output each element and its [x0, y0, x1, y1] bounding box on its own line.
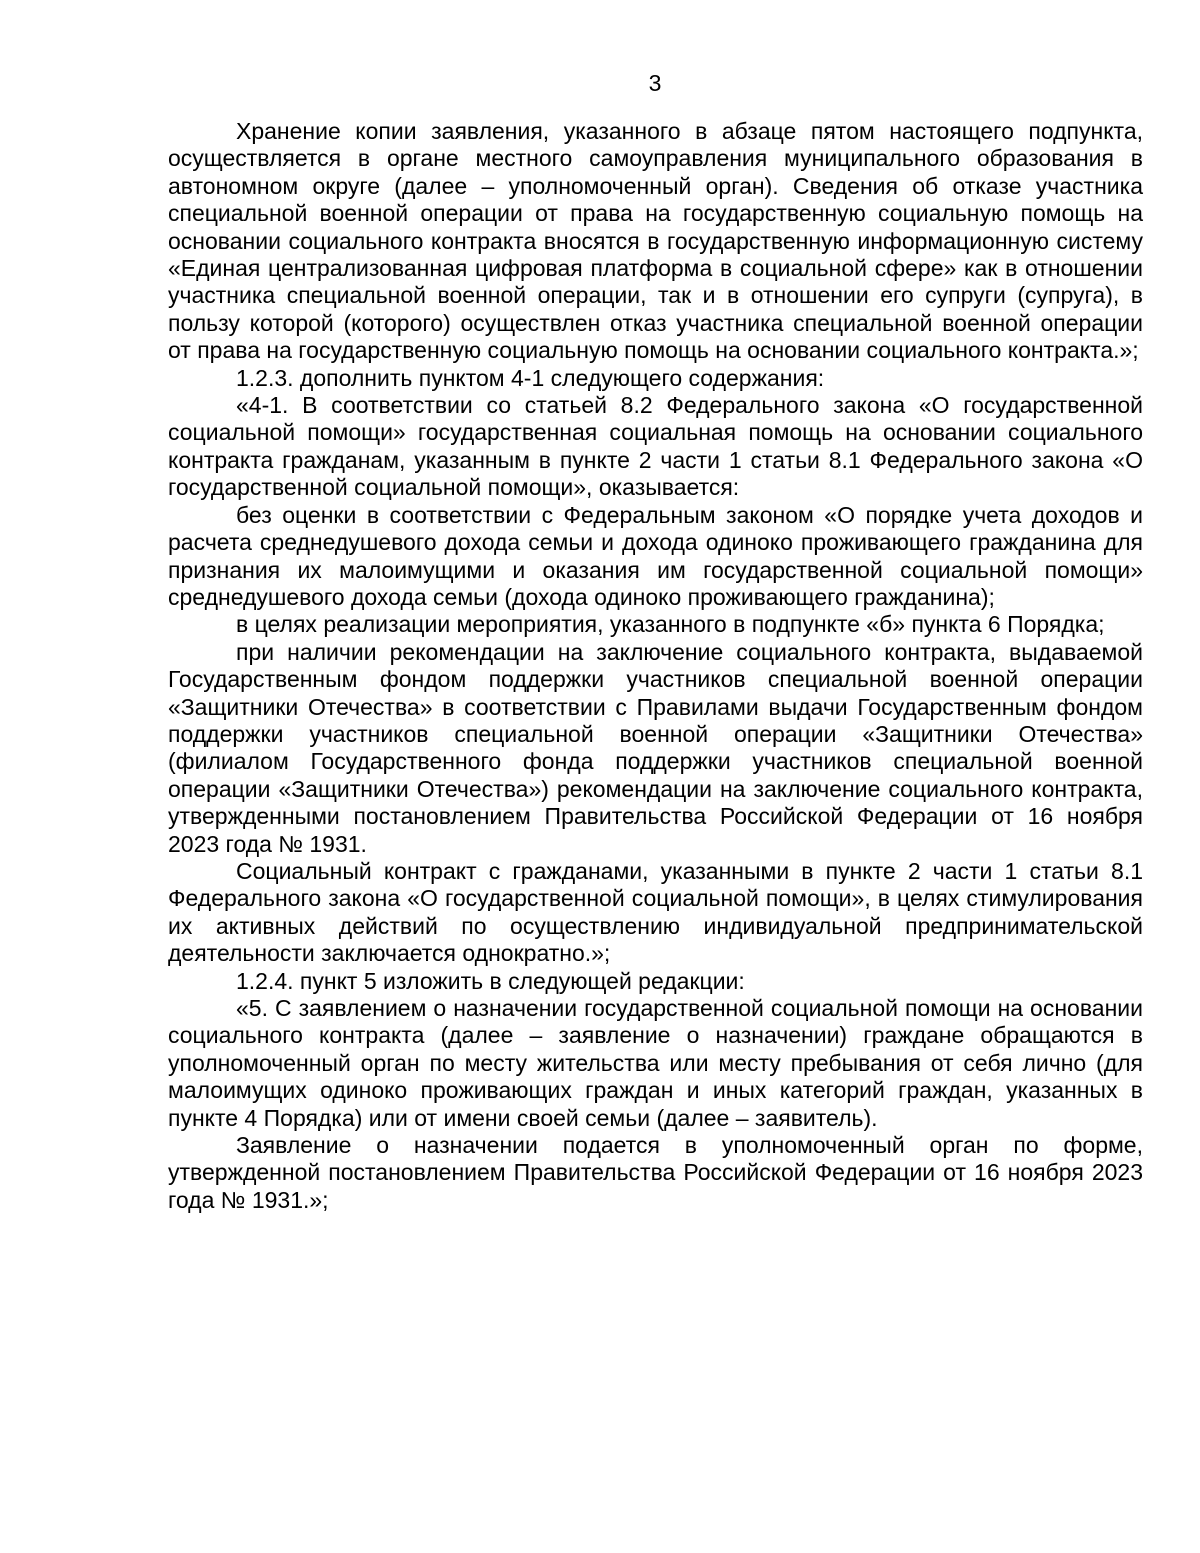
paragraph-fund-recommendation: при наличии рекомендации на заключение социального контракта, выдаваемой Государственным фондом поддержки участников специальной военной операции «Защитники Отечества» в соответствии с Правилами выдачи Государственным фондом поддержки участников специальной военной операции «Защитники Отечества» (филиалом Государственного фонда поддержки участников специальной военной операции «Защитники Отечества») рекомендации на заключение социального контракта, утвержденными постановлением Правительства Российской Федерации от 16 ноября 2023 года № 1931. — [168, 638, 1143, 857]
paragraph-item-1-2-4: 1.2.4. пункт 5 изложить в следующей редакции: — [236, 967, 745, 994]
paragraph-point-5: «5. С заявлением о назначении государственной социальной помощи на основании социального контракта (далее – заявление о назначении) граждане обращаются в уполномоченный орган по месту жительства или месту пребывания от себя лично (для малоимущих одиноко проживающих граждан и иных категорий граждан, указанных в пункте 4 Порядка) или от имени своей семьи (далее – заявитель). — [168, 995, 1143, 1131]
paragraph-item-1-2-3: 1.2.3. дополнить пунктом 4-1 следующего содержания: — [236, 364, 825, 391]
paragraph-without-income-assessment: без оценки в соответствии с Федеральным законом «О порядке учета доходов и расчета среднедушевого дохода семьи и дохода одиноко проживающего гражданина для признания их малоимущими и оказания им государственной социальной помощи» среднедушевого дохода семьи (дохода одиноко проживающего гражданина); — [168, 501, 1143, 610]
paragraph-point-4-1: «4-1. В соответствии со статьей 8.2 Федерального закона «О государственной социальной помощи» государственная социальная помощь на основании социального контракта гражданам, указанным в пункте 2 части 1 статьи 8.1 Федерального закона «О государственной социальной помощи», оказывается: — [168, 392, 1143, 501]
document-body — [168, 118, 1143, 1214]
paragraph-storage-of-application-copy: Хранение копии заявления, указанного в абзаце пятом настоящего подпункта, осуществляется в органе местного самоуправления муниципального образования в автономном округе (далее – уполномоченный орган). Сведения об отказе участника специальной военной операции от права на государственную социальную помощь на основании социального контракта вносятся в государственную информационную систему «Единая централизованная цифровая платформа в социальной сфере» как в отношении участника специальной военной операции, так и в отношении его супруги (супруга), в пользу которой (которого) осуществлен отказ участника специальной военной операции от права на государственную социальную помощь на основании социального контракта.»; — [168, 118, 1143, 364]
paragraph-measure-subitem-b: в целях реализации мероприятия, указанного в подпункте «б» пункта 6 Порядка; — [236, 611, 1105, 638]
page-number: 3 — [648, 70, 662, 96]
paragraph-application-form: Заявление о назначении подается в уполномоченный орган по форме, утвержденной постановлением Правительства Российской Федерации от 16 ноября 2023 года № 1931.»; — [168, 1132, 1143, 1213]
paragraph-contract-concluded-once: Социальный контракт с гражданами, указанными в пункте 2 части 1 статьи 8.1 Федерального закона «О государственной социальной помощи», в целях стимулирования их активных действий по осуществлению индивидуальной предпринимательской деятельности заключается однократно.»; — [168, 857, 1143, 967]
